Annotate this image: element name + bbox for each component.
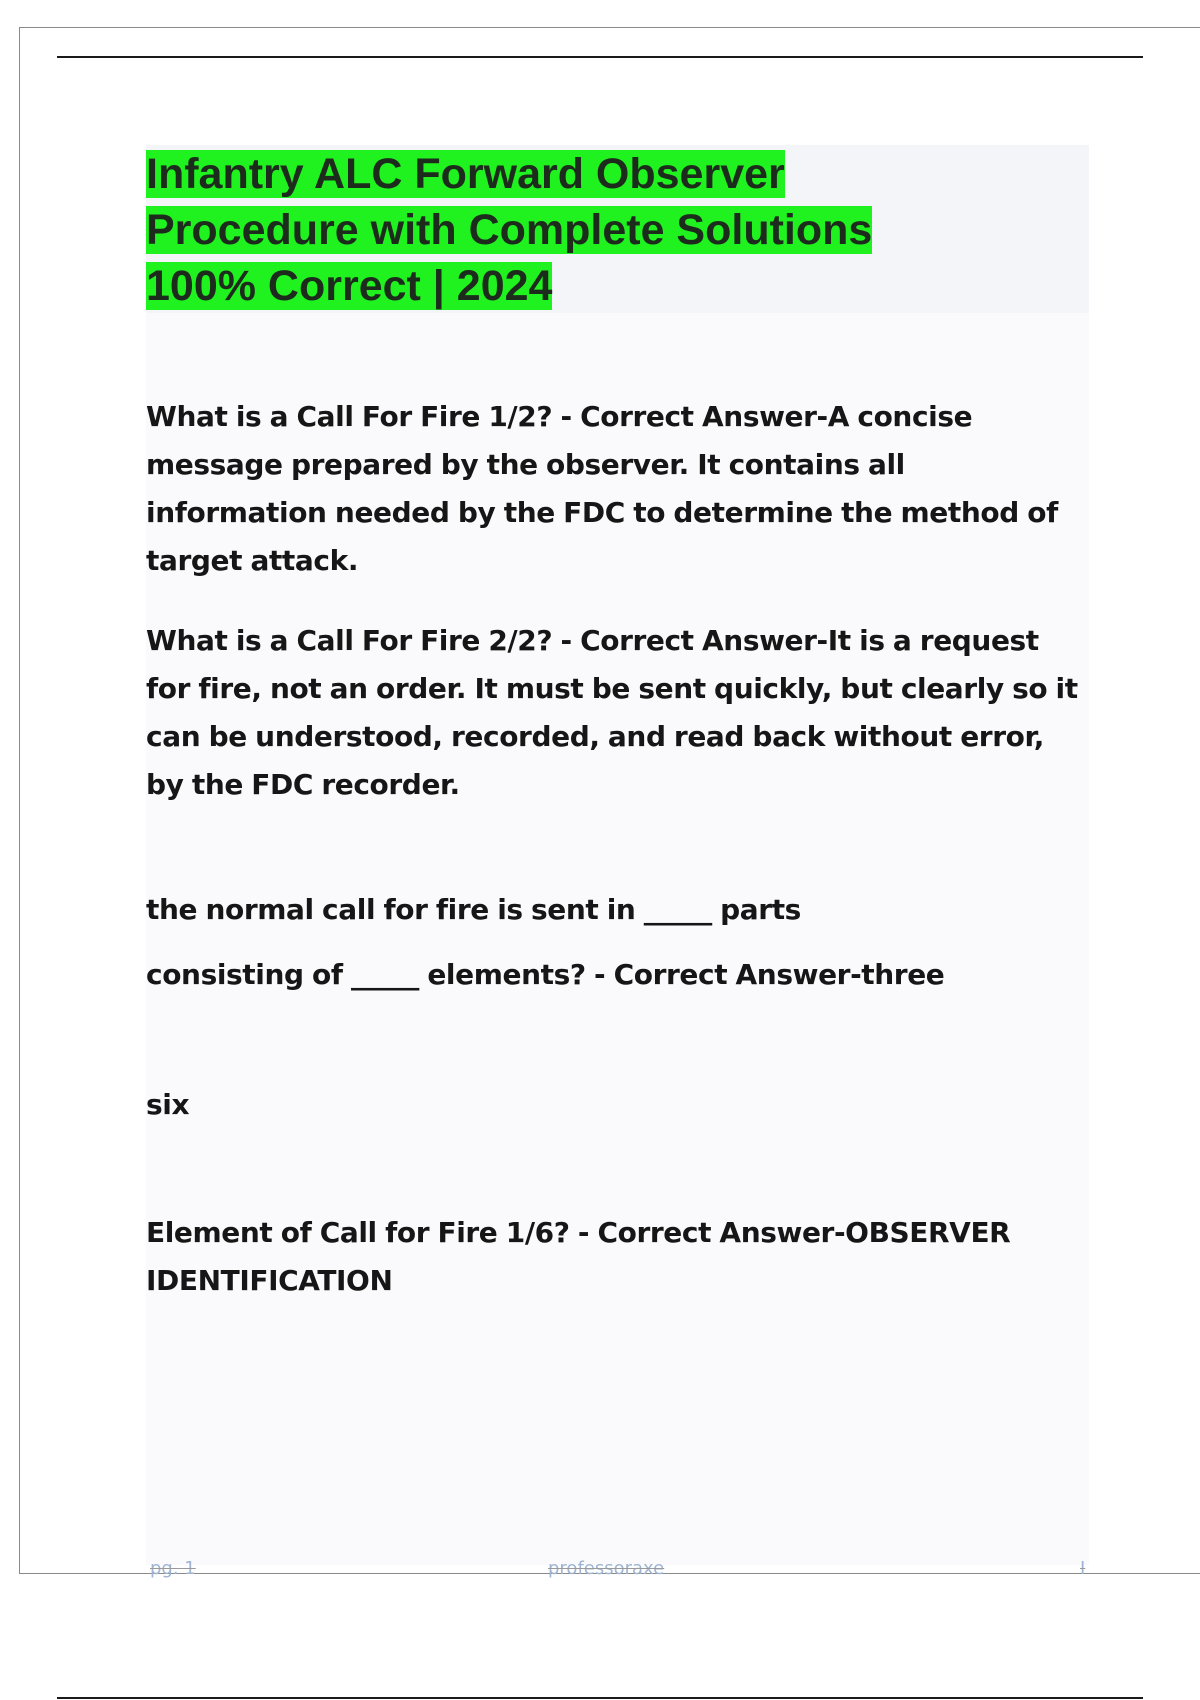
document-title bbox=[146, 146, 1046, 314]
qa-elements-question: consisting of _____ elements? - Correct Answer-three bbox=[146, 958, 945, 991]
footer-mark: I bbox=[1080, 1558, 1086, 1579]
qa-parts-question: the normal call for fire is sent in _____ parts bbox=[146, 893, 801, 926]
footer-author: professoraxe bbox=[548, 1558, 665, 1579]
footer-page-number: pg. 1 bbox=[150, 1558, 196, 1579]
top-rule bbox=[57, 56, 1143, 58]
qa-call-for-fire-1: What is a Call For Fire 1/2? - Correct Answer-A concise message prepared by the observer. It contains all information needed by the FDC to determine the method of target attack. bbox=[146, 400, 1058, 577]
qa-call-for-fire-2: What is a Call For Fire 2/2? - Correct Answer-It is a request for fire, not an order. It must be sent quickly, but clearly so it can be understood, recorded, and read back without error, by the FDC recorder. bbox=[146, 624, 1078, 801]
title-line-2: Procedure with Complete Solutions bbox=[146, 206, 873, 254]
qa-element-1: Element of Call for Fire 1/6? - Correct Answer-OBSERVER IDENTIFICATION bbox=[146, 1216, 1011, 1297]
title-line-1: Infantry ALC Forward Observer bbox=[146, 150, 785, 198]
qa-six-answer: six bbox=[146, 1088, 190, 1121]
title-line-3: 100% Correct | 2024 bbox=[146, 262, 553, 310]
bottom-rule bbox=[57, 1697, 1143, 1699]
content-area bbox=[146, 145, 1089, 1565]
